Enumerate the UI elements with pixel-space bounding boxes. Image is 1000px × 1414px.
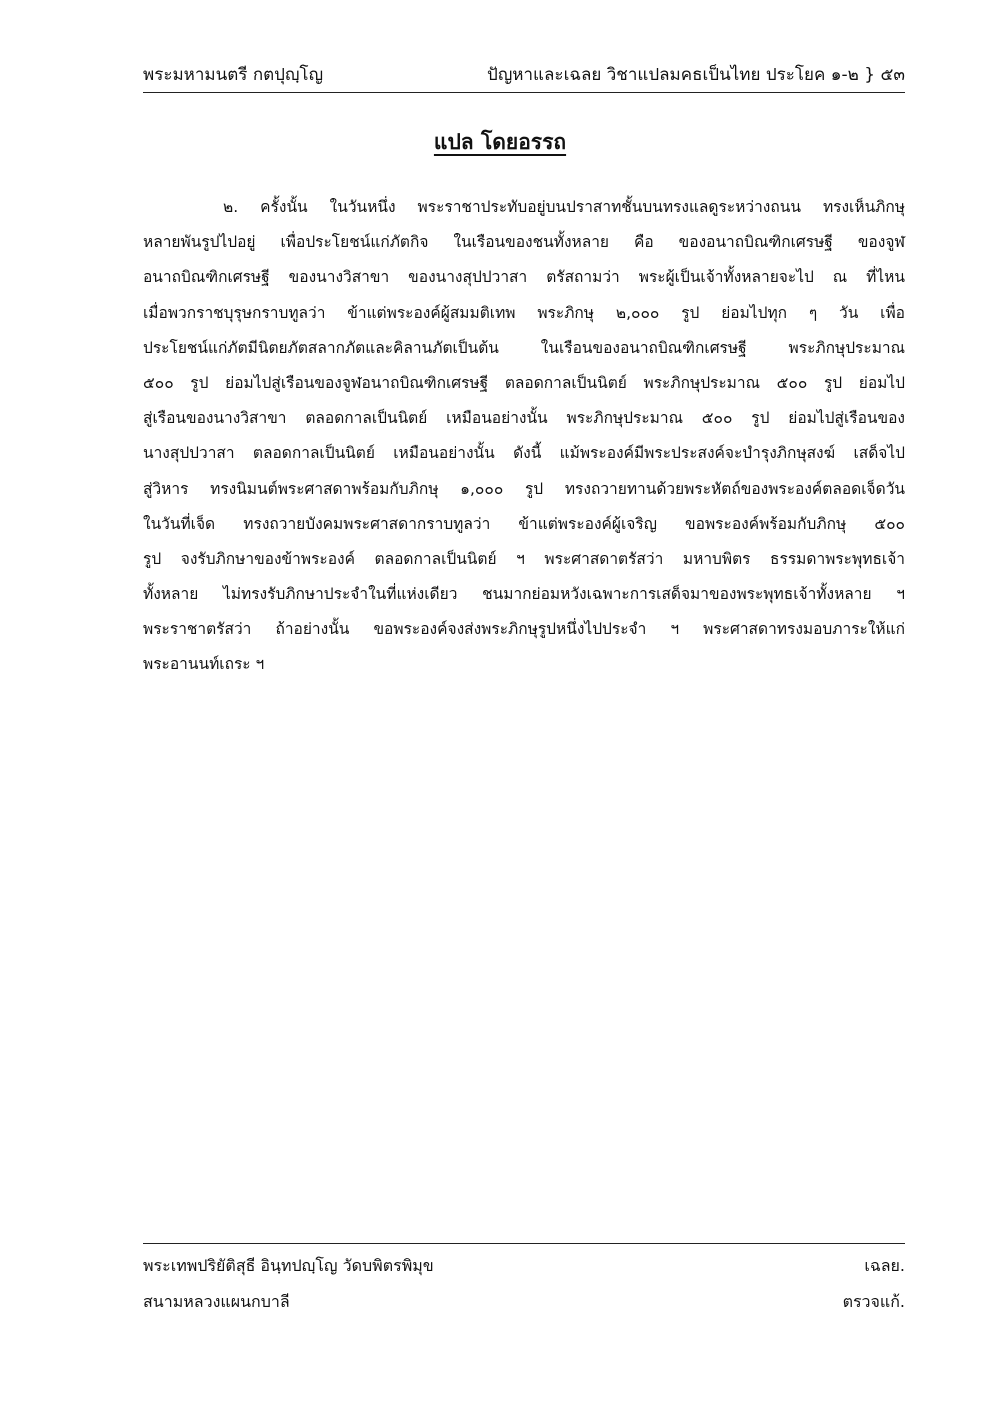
- body-line: หลายพันรูปไปอยู่ เพื่อประโยชน์แก่ภัตกิจ ในเรือนของชนทั้งหลาย คือ ของอนาถบิณฑิกเศรษฐี ของจูฬ: [143, 233, 905, 252]
- footer-office: สนามหลวงแผนกบาลี: [143, 1292, 290, 1311]
- footer-review-label: ตรวจแก้.: [842, 1292, 905, 1311]
- page-header: [143, 62, 905, 93]
- body-line: ในวันที่เจ็ด ทรงถวายบังคมพระศาสดากราบทูลว่า ข้าแต่พระองค์ผู้เจริญ ขอพระองค์พร้อมกับภิกษุ ๕๐๐: [143, 514, 905, 533]
- section-title-text: แปล โดยอรรถ: [433, 130, 567, 154]
- body-paragraph: [143, 190, 905, 683]
- footer-answer-label: เฉลย.: [864, 1256, 905, 1275]
- footer-row: [143, 1284, 905, 1320]
- body-line: ๒. ครั้งนั้น ในวันหนึ่ง พระราชาประทับอยู่บนปราสาทชั้นบนทรงแลดูระหว่างถนน ทรงเห็นภิกษุ: [223, 198, 905, 216]
- page-footer: [143, 1243, 905, 1320]
- body-line: สู่วิหาร ทรงนิมนต์พระศาสดาพร้อมกับภิกษุ ๑,๐๐๐ รูป ทรงถวายทานด้วยพระหัตถ์ของพระองค์ตลอดเจ็ดวัน: [143, 479, 905, 498]
- body-line: พระอานนท์เถระ ฯ: [143, 655, 265, 674]
- footer-answer-author: พระเทพปริยัติสุธี อินฺทปญฺโญ วัดบพิตรพิมุข: [143, 1256, 434, 1275]
- body-line: เมื่อพวกราชบุรุษกราบทูลว่า ข้าแต่พระองค์ผู้สมมติเทพ พระภิกษุ ๒,๐๐๐ รูป ย่อมไปทุก ๆ วัน เพื่อ: [143, 303, 905, 322]
- body-line: ๕๐๐ รูป ย่อมไปสู่เรือนของจูฬอนาถบิณฑิกเศรษฐี ตลอดกาลเป็นนิตย์ พระภิกษุประมาณ ๕๐๐ รูป ย่อมไป: [143, 373, 905, 392]
- body-line: ประโยชน์แก่ภัตมีนิตยภัตสลากภัตและคิลานภัตเป็นต้น ในเรือนของอนาถบิณฑิกเศรษฐี พระภิกษุประมาณ: [143, 338, 905, 357]
- body-line: นางสุปปวาสา ตลอดกาลเป็นนิตย์ เหมือนอย่างนั้น ดังนี้ แม้พระองค์มีพระประสงค์จะบำรุงภิกษุสงฆ์ เสด็จไป: [143, 444, 905, 463]
- footer-row: [143, 1248, 905, 1284]
- body-line: รูป จงรับภิกษาของข้าพระองค์ ตลอดกาลเป็นนิตย์ ฯ พระศาสดาตรัสว่า มหาบพิตร ธรรมดาพระพุทธเจ้า: [143, 549, 905, 568]
- section-title: [0, 126, 1000, 159]
- header-book-title: ปัญหาและเฉลย วิชาแปลมคธเป็นไทย ประโยค ๑-๒ } ๕๓: [487, 65, 905, 85]
- body-line: พระราชาตรัสว่า ถ้าอย่างนั้น ขอพระองค์จงส่งพระภิกษุรูปหนึ่งไปประจำ ฯ พระศาสดาทรงมอบภาระให้แก่: [143, 620, 905, 639]
- body-line: สู่เรือนของนางวิสาขา ตลอดกาลเป็นนิตย์ เหมือนอย่างนั้น พระภิกษุประมาณ ๕๐๐ รูป ย่อมไปสู่เรือนของ: [143, 409, 905, 428]
- body-line: อนาถบิณฑิกเศรษฐี ของนางวิสาขา ของนางสุปปวาสา ตรัสถามว่า พระผู้เป็นเจ้าทั้งหลายจะไป ณ ที่ไหน: [143, 268, 905, 287]
- body-line: ทั้งหลาย ไม่ทรงรับภิกษาประจำในที่แห่งเดียว ชนมากย่อมหวังเฉพาะการเสด็จมาของพระพุทธเจ้าทั้งหลาย ฯ: [143, 585, 905, 604]
- header-author: พระมหามนตรี กตปุญฺโญ: [143, 65, 324, 85]
